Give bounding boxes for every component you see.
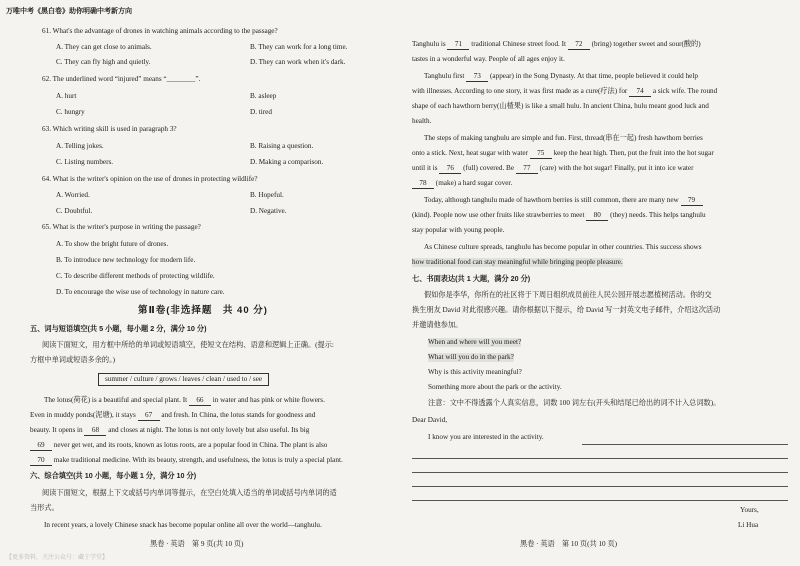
hint-2: What will you do in the park?	[428, 353, 514, 361]
q65-option-c[interactable]: C. To describe different methods of protecting wildlife.	[56, 272, 215, 280]
tanghulu-r2: tastes in a wonderful way. People of all ages enjoy it.	[412, 55, 565, 63]
hint-3: Why is this activity meaningful?	[428, 368, 522, 376]
q65-option-b[interactable]: B. To introduce new technology for modern life.	[56, 256, 196, 264]
tanghulu-r5: shape of each hawthorn berry(山楂果) is like a small hulu. In ancient China, hulu meant good luck and	[412, 102, 709, 110]
blank-68[interactable]: 68	[84, 426, 106, 436]
email-opening: I know you are interested in the activity.	[428, 433, 544, 441]
r1-text-c: (bring) together sweet and sour(酸的)	[591, 40, 701, 48]
writing-line-1[interactable]	[582, 444, 788, 445]
question-63-stem: 63. Which writing skill is used in paragraph 3?	[42, 125, 177, 133]
section-seven-prompt-1: 假如你是李华，你所在的社区将于下周日组织成员前往人民公园开展志愿植树活动。你的交	[424, 291, 712, 299]
tanghulu-r3	[424, 72, 698, 82]
q64-option-a[interactable]: A. Worried.	[56, 191, 90, 199]
tanghulu-r10	[412, 179, 512, 189]
blank-69[interactable]: 69	[30, 441, 52, 451]
blank-66[interactable]: 66	[189, 396, 211, 406]
section-five-instruction-2: 方框中单词或短语多余的。)	[30, 356, 116, 364]
q63-option-d[interactable]: D. Making a comparison.	[250, 158, 324, 166]
header-title: 万唯中考《黑白卷》助你明确中考新方向	[6, 8, 132, 15]
lotus-text-1b: in water and has pink or white flowers.	[212, 396, 325, 404]
section-five-instruction-1: 阅读下面短文，用方框中所给的单词或短语填空，使短文在结构、语意和逻辑上正确。(提示:	[42, 341, 334, 349]
r12-text-a: (kind). People now use other fruits like strawberries to meet	[412, 211, 585, 219]
tanghulu-r12	[412, 211, 706, 221]
blank-70[interactable]: 70	[30, 456, 52, 466]
hint-1: When and where will you meet?	[428, 338, 522, 346]
lotus-line-2	[30, 411, 315, 421]
section-seven-heading: 七、书面表达(共 1 大题，满分 20 分)	[412, 274, 531, 283]
r9-text-c: (care) with the hot sugar! Finally, put it into ice water	[539, 164, 694, 172]
question-64-stem: 64. What is the writer's opinion on the use of drones in protecting wildlife?	[42, 175, 258, 183]
r8-text-b: keep the heat high. Then, put the fruit into the hot sugar	[553, 149, 714, 157]
section-six-instruction-2: 当形式。	[30, 504, 59, 512]
q65-option-a[interactable]: A. To show the bright future of drones.	[56, 240, 169, 248]
blank-72[interactable]: 72	[568, 40, 590, 50]
lotus-text-2a: Even in muddy ponds(泥塘), it stays	[30, 411, 136, 419]
lotus-text-5b: make traditional medicine. With its beauty, strength, and usefulness, the lotus is truly a special plant.	[53, 456, 343, 464]
email-signature: Li Hua	[738, 521, 759, 529]
r9-text-a: until it is	[412, 164, 438, 172]
q63-option-c[interactable]: C. Listing numbers.	[56, 158, 114, 166]
lotus-text-3a: beauty. It opens in	[30, 426, 83, 434]
email-greeting: Dear David,	[412, 416, 448, 424]
footer-page-10: 黑卷 · 英语 第 10 页(共 10 页)	[520, 540, 618, 548]
q65-option-d[interactable]: D. To encourage the wise use of technology in nature care.	[56, 288, 225, 296]
section-six-heading: 六、综合填空(共 10 小题，每小题 1 分，满分 10 分)	[30, 471, 197, 480]
lotus-text-1a: The lotus(荷花) is a beautiful and special plant. It	[44, 396, 188, 404]
tanghulu-r9	[412, 164, 693, 174]
blank-79[interactable]: 79	[681, 196, 703, 206]
lotus-text-2b: and fresh. In China, the lotus stands for goodness and	[161, 411, 316, 419]
email-closing: Yours,	[740, 506, 759, 514]
writing-line-5[interactable]	[412, 500, 788, 501]
tanghulu-r11	[424, 196, 703, 206]
writing-line-4[interactable]	[412, 486, 788, 487]
q62-option-a[interactable]: A. hurt	[56, 92, 77, 100]
r1-text-a: Tanghulu is	[412, 40, 446, 48]
q64-option-d[interactable]: D. Negative.	[250, 207, 287, 215]
tanghulu-r4	[412, 87, 717, 97]
section-six-instruction-1: 阅读下面短文，根据上下文或括号内单词等提示，在空白处填入适当的单词或括号内单词的适	[42, 489, 337, 497]
blank-80[interactable]: 80	[586, 211, 608, 221]
blank-74[interactable]: 74	[629, 87, 651, 97]
section-seven-prompt-2: 换生朋友 David 对此很感兴趣。请你根据以下提示，给 David 写一封英文电子邮件，介绍这次活动	[412, 306, 721, 314]
blank-76[interactable]: 76	[439, 164, 461, 174]
r1-text-b: traditional Chinese street food. It	[471, 40, 567, 48]
q61-option-b[interactable]: B. They can work for a long time.	[250, 43, 348, 51]
blank-78[interactable]: 78	[412, 179, 434, 189]
lotus-text-4b: never get wet, and its roots, known as lotus roots, are a popular food in China. The plant is also	[53, 441, 328, 449]
footer-page-9: 黑卷 · 英语 第 9 页(共 10 页)	[150, 540, 244, 548]
watermark-text: 【更多资料，关注公众号：藏于学堂】	[6, 555, 109, 561]
q61-option-a[interactable]: A. They can get close to animals.	[56, 43, 152, 51]
lotus-text-3b: and closes at night. The lotus is not only lovely but also useful. Its big	[108, 426, 310, 434]
q62-option-b[interactable]: B. asleep	[250, 92, 277, 100]
question-62-stem: 62. The underlined word “injured” means “________”.	[42, 75, 201, 83]
word-bank-box	[98, 373, 269, 386]
q64-option-b[interactable]: B. Hopeful.	[250, 191, 284, 199]
writing-line-2[interactable]	[412, 458, 788, 459]
tanghulu-r8	[412, 149, 714, 159]
blank-67[interactable]: 67	[138, 411, 160, 421]
r12-text-b: (they) needs. This helps tanghulu	[610, 211, 706, 219]
q62-option-d[interactable]: D. tired	[250, 108, 272, 116]
lotus-line-5	[30, 456, 343, 466]
question-65-stem: 65. What is the writer's purpose in writing the passage?	[42, 223, 201, 231]
blank-75[interactable]: 75	[530, 149, 552, 159]
part-two-title: 第Ⅱ卷(非选择题 共 40 分)	[138, 305, 268, 316]
r9-text-b: (full) covered. Be	[463, 164, 515, 172]
writing-line-3[interactable]	[412, 472, 788, 473]
lotus-line-4	[30, 441, 327, 451]
section-seven-prompt-3: 并邀请他参加。	[412, 321, 463, 329]
r8-text-a: onto a stick. Next, heat sugar with water	[412, 149, 528, 157]
tanghulu-r14: As Chinese culture spreads, tanghulu has become popular in other countries. This success shows	[424, 243, 702, 251]
lotus-line-3	[30, 426, 309, 436]
q64-option-c[interactable]: C. Doubtful.	[56, 207, 93, 215]
blank-71[interactable]: 71	[447, 40, 469, 50]
q61-option-d[interactable]: D. They can work when it's dark.	[250, 58, 346, 66]
tanghulu-r6: health.	[412, 117, 432, 125]
blank-73[interactable]: 73	[466, 72, 488, 82]
r10-text-b: (make) a hard sugar cover.	[435, 179, 513, 187]
writing-note: 注意：文中不得透露个人真实信息，词数 100 词左右(开头和结尾已给出的词不计入总词数)。	[428, 399, 721, 407]
r3-text-a: Tanghulu first	[424, 72, 465, 80]
tanghulu-line-1: In recent years, a lovely Chinese snack has become popular online all over the world—tanghulu.	[44, 521, 322, 529]
r4-text-b: a sick wife. The round	[652, 87, 718, 95]
tanghulu-r7: The steps of making tanghulu are simple and fun. First, thread(串在一起) fresh hawthorn berries	[424, 134, 703, 142]
section-five-heading: 五、词与短语填空(共 5 小题，每小题 2 分，满分 10 分)	[30, 324, 207, 333]
q63-option-b[interactable]: B. Raising a question.	[250, 142, 314, 150]
question-61-stem: 61. What's the advantage of drones in watching animals according to the passage?	[42, 27, 278, 35]
lotus-line-1	[44, 396, 325, 406]
blank-77[interactable]: 77	[516, 164, 538, 174]
word-bank: summer / culture / grows / leaves / clean / used to / see	[105, 375, 263, 383]
hint-4: Something more about the park or the activity.	[428, 383, 562, 391]
q61-option-c[interactable]: C. They can fly high and quietly.	[56, 58, 151, 66]
r3-text-b: (appear) in the Song Dynasty. At that time, people believed it could help	[490, 72, 698, 80]
q63-option-a[interactable]: A. Telling jokes.	[56, 142, 104, 150]
tanghulu-r13: stay popular with young people.	[412, 226, 505, 234]
r11-text-a: Today, although tanghulu made of hawthorn berries is still common, there are many new	[424, 196, 679, 204]
r4-text-a: with illnesses. According to one story, it was first made as a cure(疗法) for	[412, 87, 628, 95]
tanghulu-r1	[412, 40, 701, 50]
tanghulu-r15: how traditional food can stay meaningful while bringing people pleasure.	[412, 258, 623, 266]
q62-option-c[interactable]: C. hungry	[56, 108, 85, 116]
